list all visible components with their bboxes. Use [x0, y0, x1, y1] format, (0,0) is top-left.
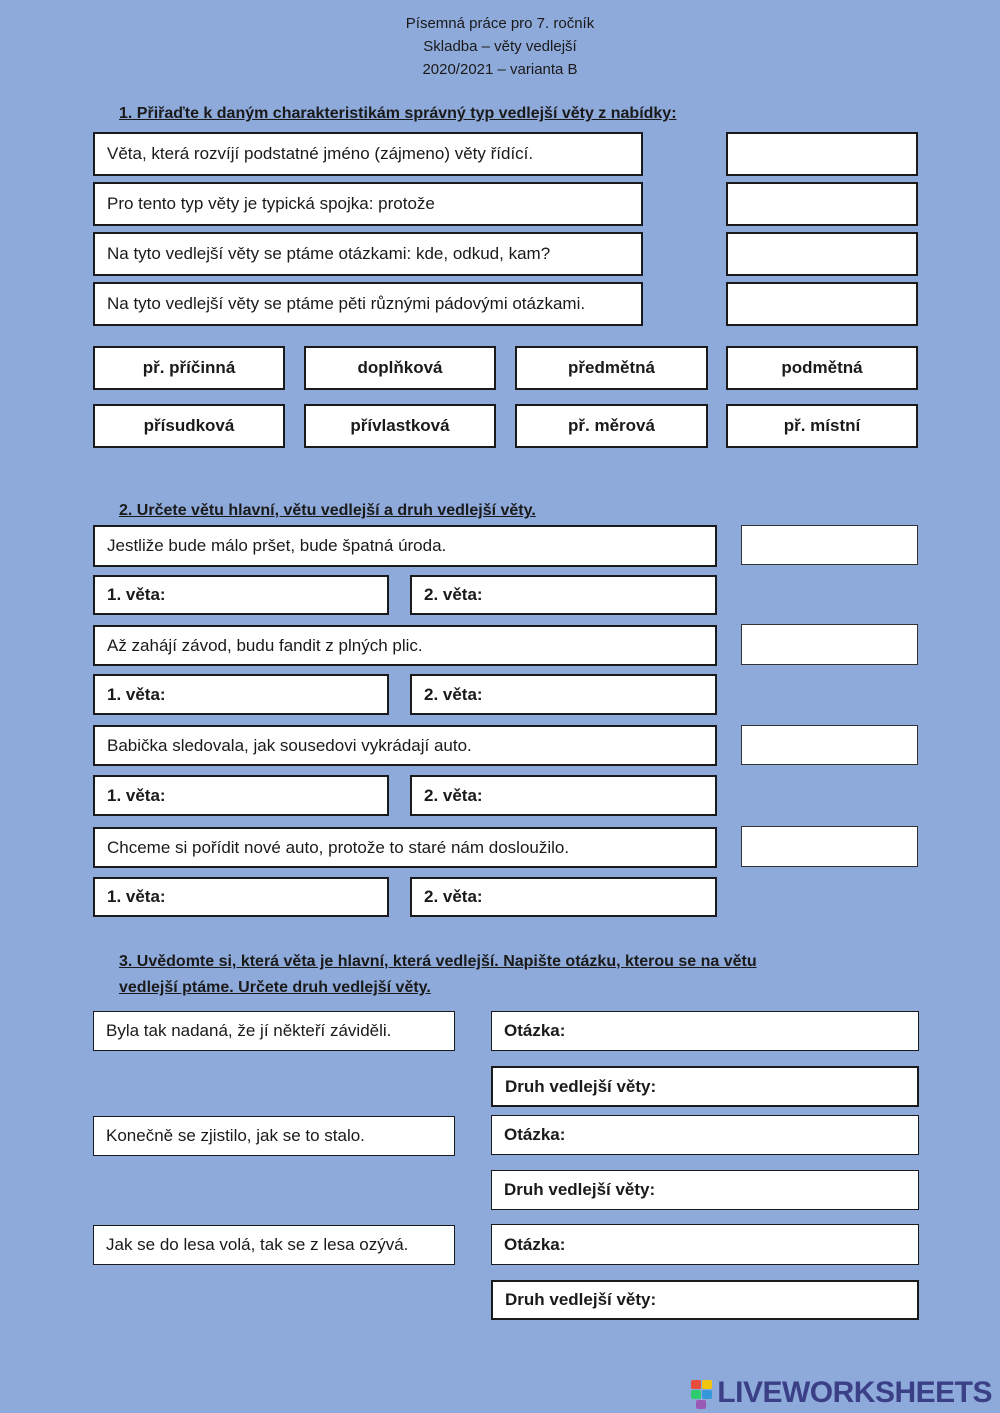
section2-sentence-2: Až zahájí závod, budu fandit z plných plic.	[93, 625, 717, 666]
option-predmetna[interactable]: předmětná	[515, 346, 708, 390]
section3-heading-line1: 3. Uvědomte si, která věta je hlavní, která vedlejší. Napište otázku, kterou se na větu	[119, 953, 757, 970]
section2-type-field-4[interactable]	[741, 826, 918, 867]
section1-item-4: Na tyto vedlejší věty se ptáme pěti různými pádovými otázkami.	[93, 282, 643, 326]
header-variant: 2020/2021 – varianta B	[422, 61, 578, 78]
section2-clause2-field-2[interactable]: 2. věta:	[410, 674, 717, 715]
section3-heading-line2: vedlejší ptáme. Určete druh vedlejší věty.	[119, 979, 431, 996]
section3-sentence-2: Konečně se zjistilo, jak se to stalo.	[93, 1116, 455, 1156]
liveworksheets-logo-icon	[691, 1378, 713, 1408]
section2-sentence-3: Babička sledovala, jak sousedovi vykrádají auto.	[93, 725, 717, 766]
worksheet-header	[0, 12, 1000, 81]
section2-clause2-field-1[interactable]: 2. věta:	[410, 575, 717, 615]
section2-clause1-field-3[interactable]: 1. věta:	[93, 775, 389, 816]
section1-item-1: Věta, která rozvíjí podstatné jméno (zájmeno) věty řídící.	[93, 132, 643, 176]
section2-clause2-field-3[interactable]: 2. věta:	[410, 775, 717, 816]
option-privlastkova[interactable]: přívlastková	[304, 404, 496, 448]
section3-question-field-3[interactable]: Otázka:	[491, 1224, 919, 1265]
section2-clause1-field-1[interactable]: 1. věta:	[93, 575, 389, 615]
section2-type-field-3[interactable]	[741, 725, 918, 765]
section2-heading: 2. Určete větu hlavní, větu vedlejší a druh vedlejší věty.	[119, 502, 536, 519]
section3-question-field-2[interactable]: Otázka:	[491, 1115, 919, 1155]
option-podmetna[interactable]: podmětná	[726, 346, 918, 390]
section2-type-field-1[interactable]	[741, 525, 918, 565]
option-pr-merova[interactable]: př. měrová	[515, 404, 708, 448]
option-pr-pricinna[interactable]: př. příčinná	[93, 346, 285, 390]
section1-answer-field-4[interactable]	[726, 282, 918, 326]
section2-type-field-2[interactable]	[741, 624, 918, 665]
section3-type-field-1[interactable]: Druh vedlejší věty:	[491, 1066, 919, 1107]
section2-clause1-field-2[interactable]: 1. věta:	[93, 674, 389, 715]
header-title: Písemná práce pro 7. ročník	[405, 15, 595, 32]
header-subtitle: Skladba – věty vedlejší	[423, 38, 577, 55]
section1-item-3: Na tyto vedlejší věty se ptáme otázkami: kde, odkud, kam?	[93, 232, 643, 276]
option-pr-mistni[interactable]: př. místní	[726, 404, 918, 448]
liveworksheets-logo-text: LIVEWORKSHEETS	[717, 1376, 992, 1409]
section1-item-2: Pro tento typ věty je typická spojka: protože	[93, 182, 643, 226]
section1-heading: 1. Přiřaďte k daným charakteristikám správný typ vedlejší věty z nabídky:	[119, 105, 677, 122]
liveworksheets-logo[interactable]	[691, 1376, 992, 1410]
section1-answer-field-1[interactable]	[726, 132, 918, 176]
option-prisudkova[interactable]: přísudková	[93, 404, 285, 448]
option-doplnkova[interactable]: doplňková	[304, 346, 496, 390]
section3-sentence-3: Jak se do lesa volá, tak se z lesa ozývá.	[93, 1225, 455, 1265]
section2-sentence-1: Jestliže bude málo pršet, bude špatná úroda.	[93, 525, 717, 567]
section3-heading	[119, 949, 757, 1001]
section3-type-field-3[interactable]: Druh vedlejší věty:	[491, 1280, 919, 1320]
section2-sentence-4: Chceme si pořídit nové auto, protože to staré nám dosloužilo.	[93, 827, 717, 868]
section3-question-field-1[interactable]: Otázka:	[491, 1011, 919, 1051]
section3-type-field-2[interactable]: Druh vedlejší věty:	[491, 1170, 919, 1210]
section1-answer-field-3[interactable]	[726, 232, 918, 276]
section2-clause1-field-4[interactable]: 1. věta:	[93, 877, 389, 917]
section3-sentence-1: Byla tak nadaná, že jí někteří záviděli.	[93, 1011, 455, 1051]
section1-answer-field-2[interactable]	[726, 182, 918, 226]
section2-clause2-field-4[interactable]: 2. věta:	[410, 877, 717, 917]
